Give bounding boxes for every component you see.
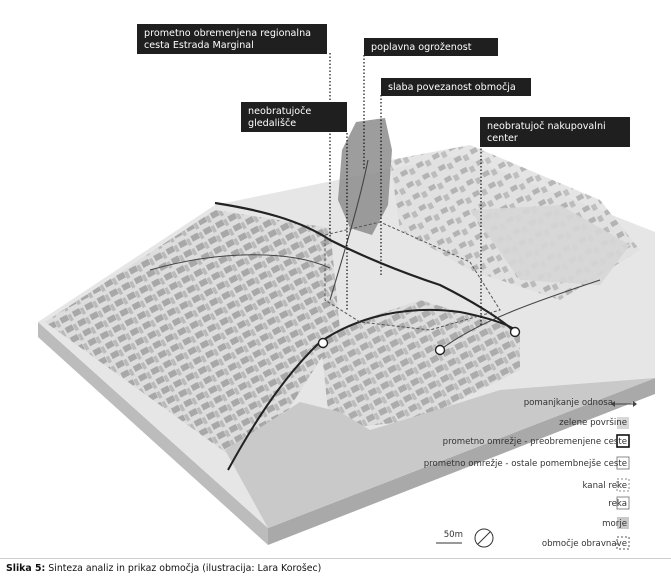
figure-caption <box>6 563 321 574</box>
caption-text: Sinteza analiz in prikaz območja (ilustracija: Lara Korošec) <box>45 563 322 574</box>
roundabout-1 <box>319 339 328 348</box>
legend-overloaded-roads: prometno omrežje - preobremenjene ceste <box>442 437 627 447</box>
legend-other-roads: prometno omrežje - ostale pomembnejše ceste <box>423 459 627 469</box>
legend-sea: morje <box>602 519 627 529</box>
callout-flood: poplavna ogroženost <box>364 38 498 56</box>
roundabout-2 <box>436 346 445 355</box>
callout-mall: neobratujoč nakupovalni center <box>480 117 630 147</box>
legend-river-channel: kanal reke <box>582 481 627 491</box>
callout-connectivity: slaba povezanost območja <box>381 78 531 96</box>
legend-study-area: območje obravnave <box>541 539 627 549</box>
roundabout-3 <box>511 328 520 337</box>
legend-green: zelene površine <box>559 418 627 428</box>
legend-river: reka <box>608 499 627 509</box>
caption-label: Slika 5: <box>6 563 46 574</box>
callout-theatre: neobratujoče gledališče <box>241 102 347 132</box>
legend-missing-relation: pomanjkanje odnosa <box>523 398 613 408</box>
callout-traffic: prometno obremenjena regionalna cesta Estrada Marginal <box>137 24 327 54</box>
caption-rule <box>0 558 671 559</box>
scale-label: 50m <box>443 530 463 540</box>
